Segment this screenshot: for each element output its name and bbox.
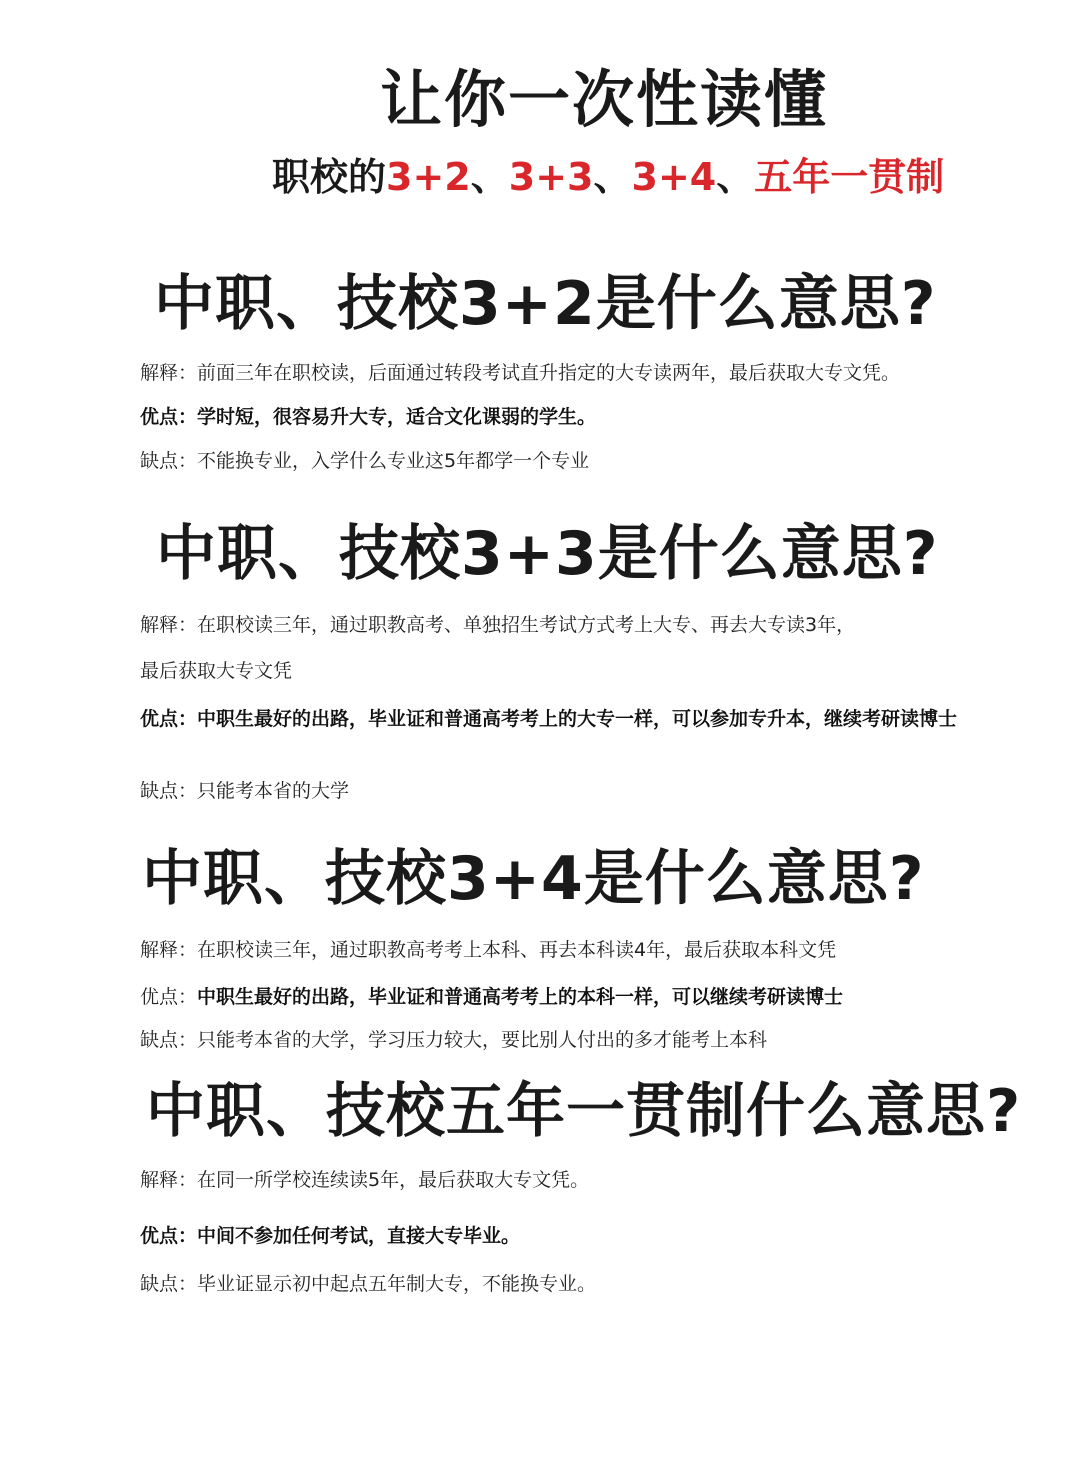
- section-3plus2-pros: 优点：学时短，很容易升大专，适合文化课弱的学生。: [140, 406, 597, 428]
- section-heading-3plus4: 中职、技校3+4是什么意思?: [142, 844, 925, 914]
- page-subtitle: [272, 152, 944, 202]
- subtitle-separator: 、: [470, 155, 509, 199]
- section-3plus3-explanation-line2: 最后获取大专文凭: [140, 660, 293, 682]
- subtitle-separator: 、: [716, 155, 755, 199]
- subtitle-five-year: 五年一贯制: [754, 155, 945, 199]
- subtitle-prefix: 职校的: [272, 155, 387, 199]
- section-3plus2-cons: 缺点：不能换专业，入学什么专业这5年都学一个专业: [140, 450, 590, 472]
- page-title: 让你一次性读懂: [380, 63, 829, 136]
- section-3plus3-explanation-line1: 解释：在职校读三年，通过职教高考、单独招生考试方式考上大专、再去大专读3年，: [140, 614, 856, 636]
- section-heading-five-year: 中职、技校五年一贯制什么意思?: [146, 1076, 1022, 1145]
- subtitle-3plus4: 3+4: [631, 155, 717, 199]
- section-3plus3-pros: 优点：中职生最好的出路，毕业证和普通高考考上的大专一样，可以参加专升本，继续考研读博士: [140, 708, 958, 730]
- pros-text: 中职生最好的出路，毕业证和普通高考考上的本科一样，可以继续考研读博士: [197, 986, 844, 1008]
- pros-label: 优点：: [140, 986, 198, 1008]
- subtitle-3plus3: 3+3: [508, 155, 594, 199]
- section-3plus2-explanation: 解释：前面三年在职校读，后面通过转段考试直升指定的大专读两年，最后获取大专文凭。: [140, 362, 901, 384]
- section-3plus4-explanation: 解释：在职校读三年，通过职教高考考上本科、再去本科读4年，最后获取本科文凭: [140, 939, 837, 961]
- section-five-year-explanation: 解释：在同一所学校连续读5年，最后获取大专文凭。: [140, 1169, 590, 1191]
- section-3plus4-pros: [140, 984, 843, 1010]
- section-heading-3plus3: 中职、技校3+3是什么意思?: [156, 519, 939, 589]
- section-3plus3-cons: 缺点：只能考本省的大学: [140, 780, 350, 802]
- subtitle-3plus2: 3+2: [386, 155, 471, 199]
- section-3plus4-cons: 缺点：只能考本省的大学，学习压力较大，要比别人付出的多才能考上本科: [140, 1029, 768, 1051]
- section-five-year-pros: 优点：中间不参加任何考试，直接大专毕业。: [140, 1225, 521, 1247]
- subtitle-separator: 、: [593, 155, 632, 199]
- section-heading-3plus2: 中职、技校3+2是什么意思?: [154, 269, 937, 339]
- section-five-year-cons: 缺点：毕业证显示初中起点五年制大专，不能换专业。: [140, 1273, 597, 1295]
